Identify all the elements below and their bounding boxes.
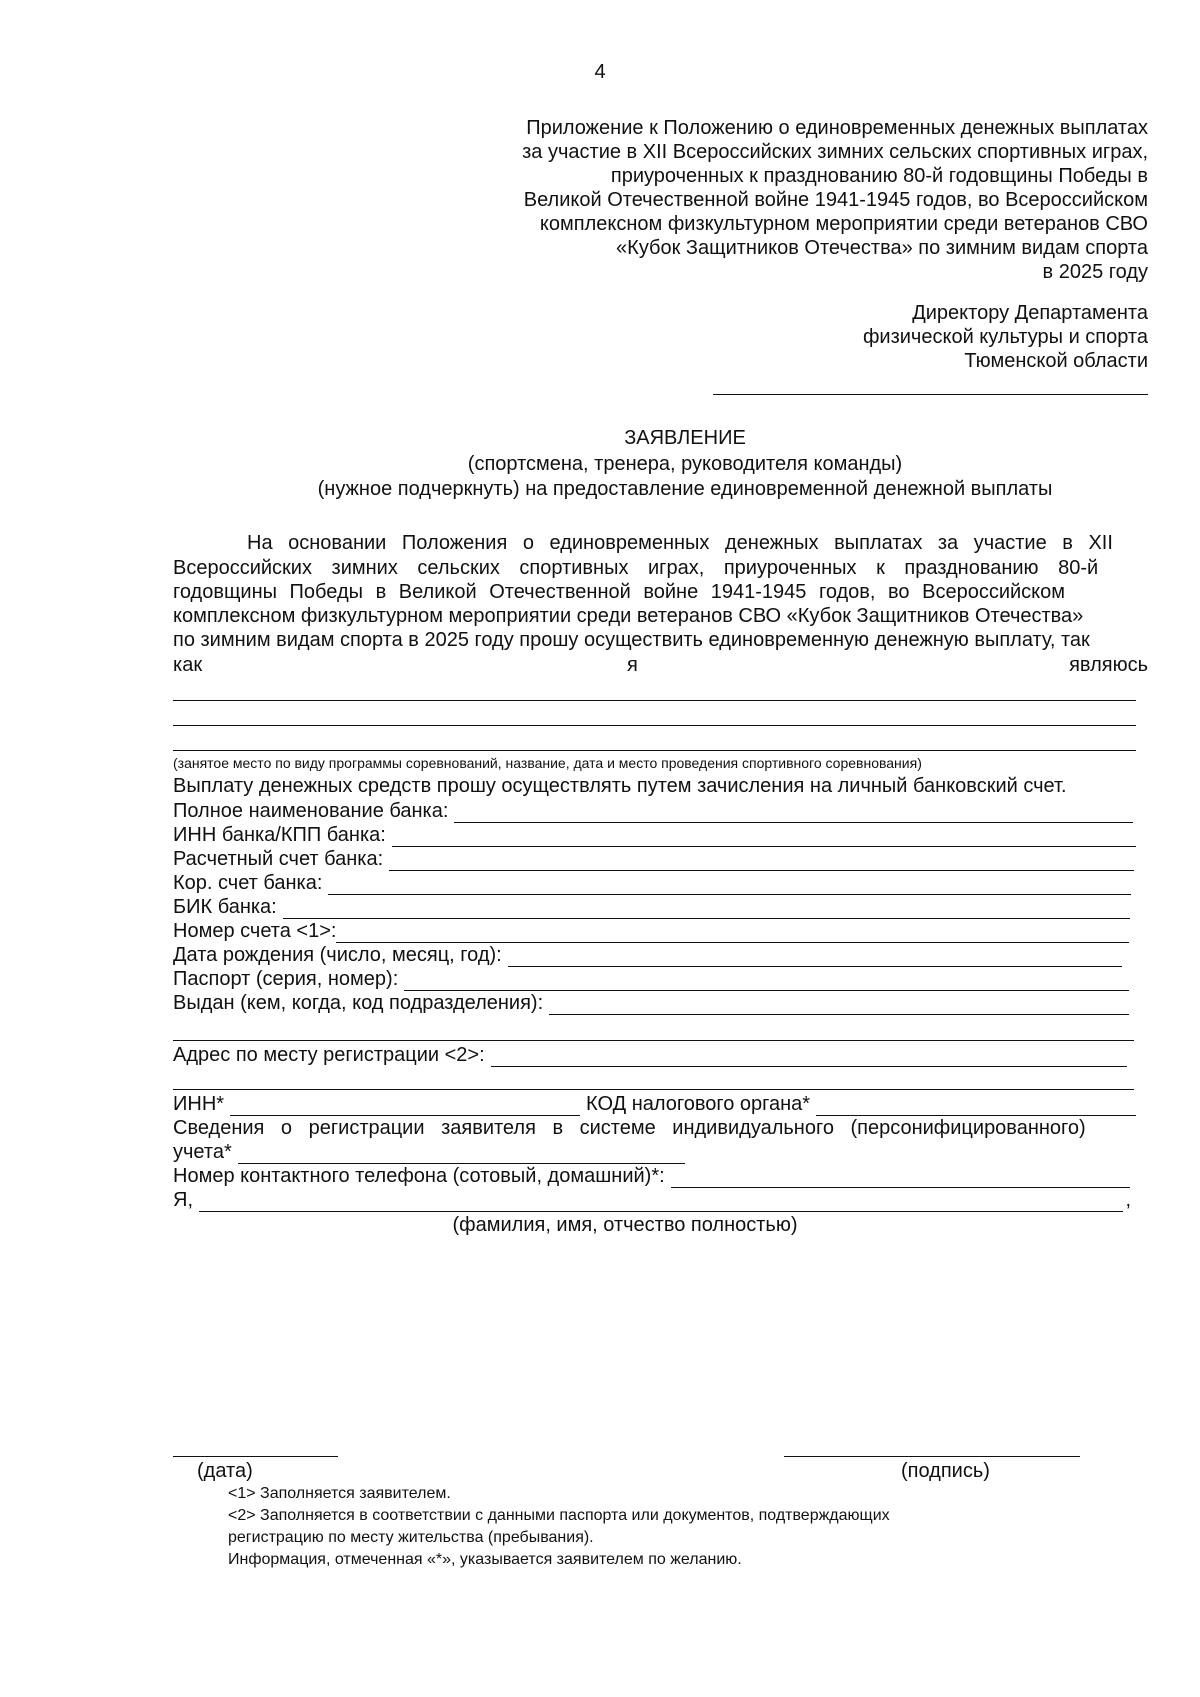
addressee-line: Директору Департамента bbox=[912, 302, 1148, 324]
bank-inn-row bbox=[173, 823, 1136, 847]
signature-field[interactable] bbox=[784, 1456, 1080, 1457]
appendix-line: за участие в XII Всероссийских зимних сельских спортивных играх, bbox=[522, 141, 1148, 163]
account-number-label: Номер счета <1>: bbox=[173, 920, 337, 942]
phone-label: Номер контактного телефона (сотовый, домашний)*: bbox=[173, 1165, 665, 1187]
bank-name-label: Полное наименование банка: bbox=[173, 800, 449, 822]
settlement-account-label: Расчетный счет банка: bbox=[173, 848, 384, 870]
inn-field[interactable] bbox=[230, 1096, 580, 1116]
issued-by-field[interactable] bbox=[549, 995, 1129, 1015]
signature-label: (подпись) bbox=[901, 1460, 990, 1482]
footnote: Информация, отмеченная «*», указывается заявителем по желанию. bbox=[228, 1551, 742, 1568]
corr-account-field[interactable] bbox=[328, 875, 1131, 895]
phone-field[interactable] bbox=[671, 1168, 1130, 1188]
registration-label: Сведения о регистрации заявителя в системе индивидуального (персонифицированного) bbox=[173, 1117, 1086, 1139]
address-field-continued[interactable] bbox=[173, 1089, 1134, 1090]
footnote: регистрацию по месту жительства (пребывания). bbox=[228, 1529, 594, 1546]
corr-account-label: Кор. счет банка: bbox=[173, 872, 323, 894]
addressee-name-field[interactable] bbox=[713, 394, 1148, 395]
appendix-line: комплексном физкультурном мероприятии среди ветеранов СВО bbox=[539, 213, 1148, 235]
addressee-line: физической культуры и спорта bbox=[862, 326, 1148, 348]
issued-by-field-continued[interactable] bbox=[173, 1040, 1134, 1041]
event-caption: (занятое место по виду программы соревнований, название, дата и место проведения спортивного соревнования) bbox=[173, 755, 922, 771]
fio-field[interactable] bbox=[199, 1192, 1123, 1212]
settlement-account-field[interactable] bbox=[389, 851, 1134, 871]
event-line-field[interactable] bbox=[173, 750, 1136, 751]
event-line-field[interactable] bbox=[173, 725, 1136, 726]
account-number-row bbox=[173, 919, 1129, 943]
bik-label: БИК банка: bbox=[173, 896, 277, 918]
appendix-line: «Кубок Защитников Отечества» по зимним видам спорта bbox=[616, 237, 1148, 259]
birth-date-row bbox=[173, 943, 1122, 967]
bank-inn-field[interactable] bbox=[392, 827, 1136, 847]
bik-row bbox=[173, 895, 1130, 919]
birth-date-field[interactable] bbox=[508, 947, 1122, 967]
bank-name-field[interactable] bbox=[454, 803, 1133, 823]
event-line-field[interactable] bbox=[173, 700, 1136, 701]
document-subtitle: (спортсмена, тренера, руководителя команды) bbox=[467, 453, 903, 475]
issued-by-row bbox=[173, 991, 1129, 1015]
date-field[interactable] bbox=[173, 1456, 338, 1457]
registration-field[interactable] bbox=[238, 1144, 685, 1164]
registration-label-end: учета* bbox=[173, 1141, 232, 1163]
document-title: ЗАЯВЛЕНИЕ bbox=[624, 427, 746, 449]
document-subtitle: (нужное подчеркнуть) на предоставление единовременной денежной выплаты bbox=[317, 478, 1053, 500]
account-number-field[interactable] bbox=[336, 923, 1129, 943]
body-line: по зимним видам спорта в 2025 году прошу осуществить единовременную денежную выплату, так bbox=[173, 629, 1090, 651]
fio-suffix: , bbox=[1125, 1189, 1131, 1211]
fio-caption: (фамилия, имя, отчество полностью) bbox=[452, 1214, 798, 1236]
issued-by-label: Выдан (кем, когда, код подразделения): bbox=[173, 992, 544, 1014]
inn-label: ИНН* bbox=[173, 1093, 225, 1115]
date-label: (дата) bbox=[197, 1460, 253, 1482]
settlement-account-row bbox=[173, 847, 1134, 871]
tax-code-label: КОД налогового органа* bbox=[586, 1093, 811, 1115]
appendix-line: в 2025 году bbox=[1042, 261, 1148, 283]
addressee-line: Тюменской области bbox=[964, 350, 1148, 372]
footnote: <2> Заполняется в соответствии с данными паспорта или документов, подтверждающих bbox=[228, 1507, 890, 1524]
body-word: являюсь bbox=[1069, 654, 1148, 676]
body-line: На основании Положения о единовременных денежных выплатах за участие в XII bbox=[247, 532, 1113, 554]
tax-code-field[interactable] bbox=[816, 1096, 1136, 1116]
body-word: как bbox=[173, 654, 203, 676]
bank-name-row bbox=[173, 799, 1133, 823]
footnote: <1> Заполняется заявителем. bbox=[228, 1485, 451, 1502]
registration-row bbox=[173, 1140, 685, 1164]
address-field[interactable] bbox=[491, 1047, 1127, 1067]
fio-row bbox=[173, 1188, 1131, 1212]
body-line: годовщины Победы в Великой Отечественной войне 1941-1945 годов, во Всероссийском bbox=[173, 581, 1066, 603]
birth-date-label: Дата рождения (число, месяц, год): bbox=[173, 944, 502, 966]
appendix-line: Великой Отечественной войне 1941-1945 годов, во Всероссийском bbox=[523, 189, 1148, 211]
payment-note: Выплату денежных средств прошу осуществлять путем зачисления на личный банковский счет. bbox=[173, 775, 1067, 797]
fio-prefix: Я, bbox=[173, 1189, 193, 1211]
address-label: Адрес по месту регистрации <2>: bbox=[173, 1044, 485, 1066]
passport-label: Паспорт (серия, номер): bbox=[173, 968, 399, 990]
body-line: комплексном физкультурном мероприятии среди ветеранов СВО «Кубок Защитников Отечества» bbox=[173, 605, 1084, 627]
passport-row bbox=[173, 967, 1129, 991]
bank-inn-label: ИНН банка/КПП банка: bbox=[173, 824, 386, 846]
address-row bbox=[173, 1043, 1127, 1067]
passport-field[interactable] bbox=[404, 971, 1129, 991]
body-word: я bbox=[627, 654, 638, 676]
phone-row bbox=[173, 1164, 1130, 1188]
bik-field[interactable] bbox=[283, 899, 1130, 919]
appendix-line: Приложение к Положению о единовременных денежных выплатах bbox=[526, 117, 1148, 139]
body-line: Всероссийских зимних сельских спортивных играх, приуроченных к празднованию 80-й bbox=[173, 557, 1099, 579]
corr-account-row bbox=[173, 871, 1131, 895]
inn-row bbox=[173, 1092, 1136, 1116]
appendix-line: приуроченных к празднованию 80-й годовщины Победы в bbox=[610, 165, 1148, 187]
page-number: 4 bbox=[594, 61, 606, 83]
